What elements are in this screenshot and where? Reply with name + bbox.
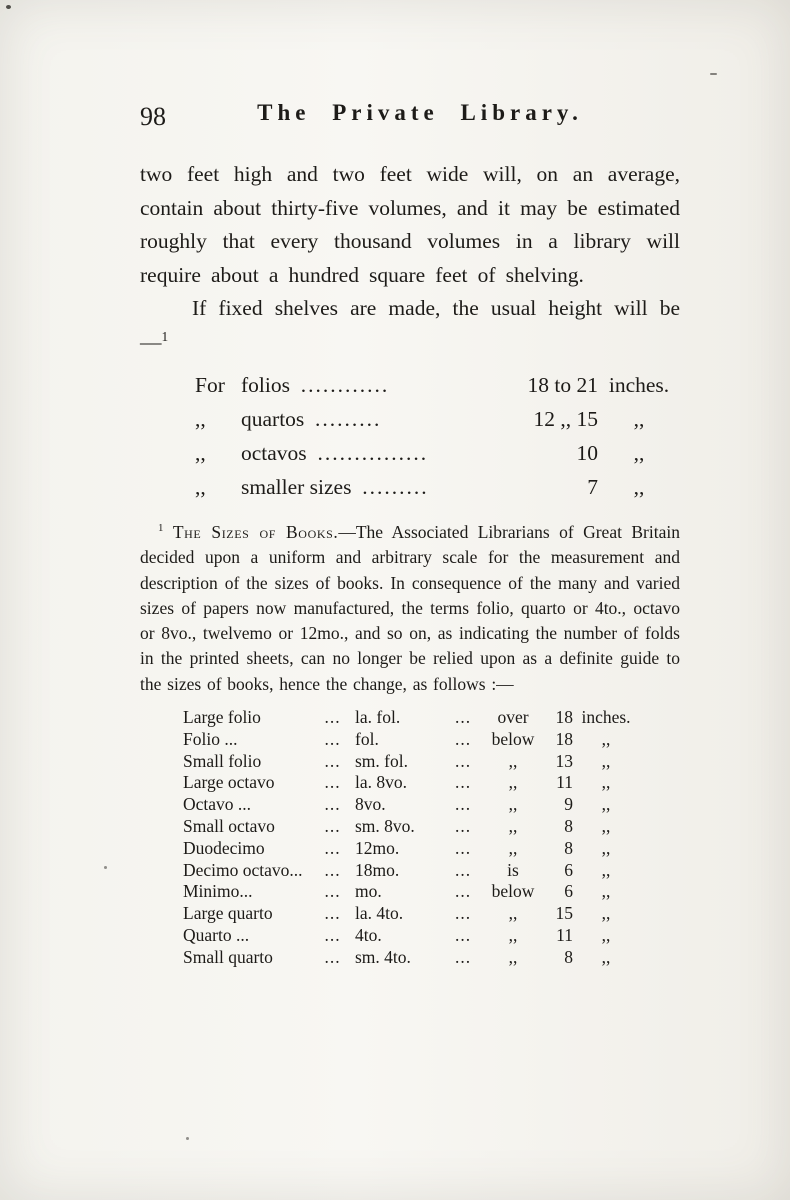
size-abbreviation: sm. fol. [355, 750, 408, 771]
size-value: 6 [564, 881, 573, 902]
leader-dots: ... [324, 881, 341, 902]
size-name: Small octavo [183, 816, 275, 837]
leader-dots: ............... [317, 441, 429, 465]
size-name: Large quarto [183, 903, 273, 924]
size-qualifier: over [497, 707, 529, 728]
size-value: 11 [556, 772, 573, 793]
size-unit: ,, [601, 772, 611, 793]
leader-dots: ... [324, 837, 341, 858]
scan-artifact [186, 1137, 189, 1140]
page-header [140, 100, 680, 140]
footnote-lead-smallcaps: The Sizes of Books. [172, 522, 339, 542]
size-abbreviation: fol. [355, 728, 379, 749]
size-unit: ,, [601, 816, 611, 837]
size-unit: ,, [601, 750, 611, 771]
shelf-row-item-name: quartos [241, 407, 305, 431]
size-value: 15 [555, 903, 573, 924]
leader-dots: ... [324, 903, 341, 924]
size-qualifier: ,, [508, 903, 518, 924]
table-row [183, 751, 680, 773]
shelf-row-unit: inches. [608, 373, 670, 397]
leader-dots: ... [454, 925, 472, 946]
size-unit: ,, [601, 794, 611, 815]
size-value: 8 [564, 816, 573, 837]
table-row [183, 772, 680, 794]
size-unit: inches. [581, 707, 631, 728]
size-name: Large octavo [183, 772, 275, 793]
leader-dots: ... [454, 728, 472, 749]
leader-dots: ... [454, 707, 472, 728]
scan-artifact [104, 866, 107, 869]
leader-dots: ... [324, 859, 341, 880]
size-value: 8 [564, 946, 573, 967]
shelf-row-item-name: folios [241, 373, 290, 397]
leader-dots: ......... [362, 475, 429, 499]
size-value: 8 [564, 837, 573, 858]
shelf-row-prefix: For [195, 373, 225, 397]
size-value: 18 [555, 728, 573, 749]
size-unit: ,, [601, 859, 611, 880]
shelf-row-unit: ,, [633, 441, 645, 465]
size-name: Minimo... [183, 881, 253, 902]
size-name: Duodecimo [183, 837, 265, 858]
shelf-row-prefix: ,, [195, 407, 206, 431]
size-name: Decimo octavo... [183, 859, 303, 880]
shelf-heights-list [195, 368, 680, 504]
scan-artifact [6, 5, 11, 9]
shelf-row-item [241, 436, 486, 470]
shelf-row-item [241, 402, 486, 436]
size-qualifier: ,, [508, 837, 518, 858]
size-value: 18 [555, 707, 573, 728]
leader-dots: ... [324, 946, 341, 967]
shelf-row-prefix: ,, [195, 475, 206, 499]
size-unit: ,, [601, 728, 611, 749]
footnote-number: 1 [158, 522, 164, 535]
leader-dots: ... [454, 903, 472, 924]
table-row [183, 860, 680, 882]
size-name: Folio ... [183, 728, 238, 749]
size-name: Octavo ... [183, 794, 252, 815]
leader-dots: ... [454, 772, 472, 793]
leader-dots: ... [454, 946, 472, 967]
size-qualifier: is [507, 859, 519, 880]
shelf-row-item [241, 368, 486, 402]
leader-dots: ... [454, 816, 472, 837]
shelf-height-row [195, 368, 680, 402]
size-abbreviation: mo. [355, 881, 382, 902]
leader-dots: ............ [300, 373, 390, 397]
shelf-row-value: 18 to 21 [527, 373, 598, 397]
shelf-row-item-name: octavos [241, 441, 307, 465]
paragraph-shelving-capacity: two feet high and two feet wide will, on an average, contain about thirty-five volumes, and it may be estimated roughly that every thousand volumes in a library will require about a hundred square feet of shelving. [140, 162, 680, 287]
size-abbreviation: sm. 4to. [355, 946, 411, 967]
paragraph-fixed-shelves-text: If fixed shelves are made, the usual height will be— [140, 296, 680, 354]
size-value: 13 [555, 750, 573, 771]
leader-dots: ... [454, 750, 472, 771]
size-value: 6 [564, 859, 573, 880]
size-qualifier: below [491, 881, 535, 902]
table-row [183, 816, 680, 838]
leader-dots: ... [454, 794, 472, 815]
shelf-row-value: 7 [587, 475, 598, 499]
table-row [183, 903, 680, 925]
size-name: Small quarto [183, 946, 273, 967]
size-unit: ,, [601, 837, 611, 858]
leader-dots: ......... [315, 407, 382, 431]
size-abbreviation: la. fol. [355, 707, 401, 728]
footnote-reference: 1 [161, 328, 169, 344]
size-abbreviation: 8vo. [355, 794, 386, 815]
table-row [183, 881, 680, 903]
size-unit: ,, [601, 925, 611, 946]
shelf-row-unit: ,, [633, 407, 645, 431]
size-name: Small folio [183, 750, 262, 771]
size-abbreviation: la. 8vo. [355, 772, 408, 793]
size-name: Quarto ... [183, 925, 250, 946]
size-qualifier: ,, [508, 750, 518, 771]
size-qualifier: ,, [508, 816, 518, 837]
leader-dots: ... [324, 794, 341, 815]
table-row [183, 947, 680, 969]
running-title: The Private Library. [257, 100, 583, 125]
size-name: Large folio [183, 707, 261, 728]
shelf-row-unit: ,, [633, 475, 645, 499]
size-qualifier: ,, [508, 794, 518, 815]
size-abbreviation: 12mo. [355, 837, 400, 858]
leader-dots: ... [324, 707, 341, 728]
leader-dots: ... [324, 728, 341, 749]
shelf-height-row [195, 436, 680, 470]
table-row [183, 729, 680, 751]
leader-dots: ... [324, 750, 341, 771]
table-row [183, 925, 680, 947]
table-row [183, 794, 680, 816]
book-sizes-table [183, 707, 680, 969]
size-value: 11 [556, 925, 573, 946]
leader-dots: ... [454, 837, 472, 858]
leader-dots: ... [324, 772, 341, 793]
size-qualifier: below [491, 728, 535, 749]
shelf-row-item-name: smaller sizes [241, 475, 352, 499]
footnote-body: —The Associated Librarians of Great Britain decided upon a uniform and arbitrary scale for the measurement and description of the sizes of books. In consequence of the many and varied sizes of papers now manufactured, the terms folio, quarto or 4to., octavo or 8vo., twelvemo or 12mo., and so on, as indicating the number of folds in the printed sheets, can no longer be relied upon as a definite guide to the sizes of books, hence the change, as follows :— [140, 522, 680, 694]
size-qualifier: ,, [508, 925, 518, 946]
paragraph-fixed-shelves [140, 292, 680, 359]
shelf-row-item [241, 470, 486, 504]
size-qualifier: ,, [508, 772, 518, 793]
leader-dots: ... [454, 881, 472, 902]
shelf-row-prefix: ,, [195, 441, 206, 465]
shelf-row-value: 10 [576, 441, 598, 465]
leader-dots: ... [324, 816, 341, 837]
shelf-height-row [195, 470, 680, 504]
page-number: 98 [140, 102, 166, 131]
size-abbreviation: 18mo. [355, 859, 400, 880]
size-unit: ,, [601, 881, 611, 902]
size-abbreviation: sm. 8vo. [355, 816, 415, 837]
table-row [183, 838, 680, 860]
size-qualifier: ,, [508, 946, 518, 967]
size-unit: ,, [601, 903, 611, 924]
size-unit: ,, [601, 946, 611, 967]
footnote-text [140, 520, 680, 697]
leader-dots: ... [454, 859, 472, 880]
shelf-height-row [195, 402, 680, 436]
size-value: 9 [564, 794, 573, 815]
size-abbreviation: 4to. [355, 925, 382, 946]
scan-artifact [710, 73, 717, 75]
size-abbreviation: la. 4to. [355, 903, 404, 924]
shelf-row-value: 12 ,, 15 [533, 407, 598, 431]
table-row [183, 707, 680, 729]
leader-dots: ... [324, 925, 341, 946]
